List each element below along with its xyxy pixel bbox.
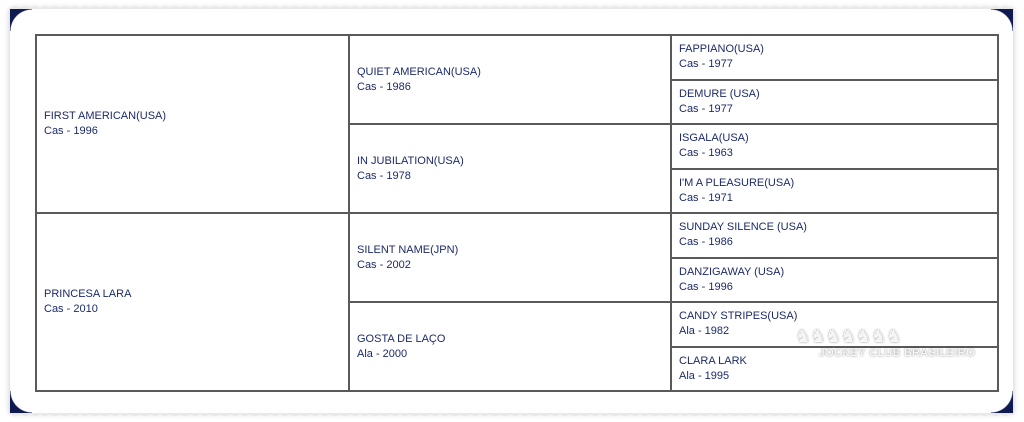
horse-info: Cas - 1977 bbox=[679, 58, 733, 71]
horse-info: Ala - 1982 bbox=[679, 325, 730, 338]
horse-name: DEMURE (USA) bbox=[679, 87, 760, 100]
horse-info: Cas - 1978 bbox=[357, 169, 411, 182]
frame-corner-bottom-right bbox=[991, 391, 1013, 413]
maternal-grandsire-cell bbox=[349, 213, 671, 302]
horse-name: IN JUBILATION(USA) bbox=[357, 154, 464, 167]
horse-info: Cas - 2010 bbox=[44, 303, 98, 315]
horse-info: Cas - 1986 bbox=[679, 236, 733, 249]
ancestor-cell bbox=[671, 124, 998, 169]
sire-cell bbox=[36, 35, 349, 213]
horse-name: FAPPIANO(USA) bbox=[679, 43, 764, 56]
ancestor-cell bbox=[671, 169, 998, 214]
horse-name: QUIET AMERICAN(USA) bbox=[357, 65, 481, 78]
horse-info: Cas - 1996 bbox=[44, 125, 98, 137]
horse-name: CLARA LARK bbox=[679, 354, 747, 367]
horse-info: Cas - 1971 bbox=[679, 191, 733, 204]
horse-name: FIRST AMERICAN(USA) bbox=[44, 110, 167, 122]
pedigree-table bbox=[35, 34, 999, 392]
frame-corner-top-left bbox=[10, 9, 32, 31]
maternal-granddam-cell bbox=[349, 302, 671, 391]
dam-cell bbox=[36, 213, 349, 391]
horse-name: SUNDAY SILENCE (USA) bbox=[679, 221, 807, 234]
horse-name: PRINCESA LARA bbox=[44, 288, 132, 300]
frame-corner-bottom-left bbox=[10, 391, 32, 413]
racing-horses-icon: ♞♞♞♞♞♞♞ bbox=[795, 326, 901, 347]
horse-info: Cas - 2002 bbox=[357, 258, 411, 271]
ancestor-cell bbox=[671, 302, 998, 347]
horse-info: Cas - 1996 bbox=[679, 280, 733, 293]
ancestor-cell bbox=[671, 258, 998, 303]
horse-name: I'M A PLEASURE(USA) bbox=[679, 176, 795, 189]
frame-corner-top-right bbox=[991, 9, 1013, 31]
ancestor-cell bbox=[671, 347, 998, 392]
horse-name: ISGALA(USA) bbox=[679, 132, 749, 145]
table-row bbox=[36, 213, 998, 258]
horse-info: Ala - 1995 bbox=[679, 369, 730, 382]
horse-info: Cas - 1986 bbox=[357, 80, 411, 93]
paternal-grandsire-cell bbox=[349, 35, 671, 124]
ancestor-cell bbox=[671, 35, 998, 80]
horse-name: SILENT NAME(JPN) bbox=[357, 243, 459, 256]
watermark-text: JOCKEY CLUB BRASILEIRO bbox=[819, 347, 976, 359]
ancestor-cell bbox=[671, 213, 998, 258]
ancestor-cell bbox=[671, 80, 998, 125]
horse-info: Cas - 1963 bbox=[679, 147, 733, 160]
horse-info: Ala - 2000 bbox=[357, 347, 408, 360]
horse-info: Cas - 1977 bbox=[679, 102, 733, 115]
horse-name: DANZIGAWAY (USA) bbox=[679, 265, 785, 278]
horse-name: CANDY STRIPES(USA) bbox=[679, 310, 798, 323]
paternal-granddam-cell bbox=[349, 124, 671, 213]
horse-name: GOSTA DE LAÇO bbox=[357, 332, 446, 345]
table-row bbox=[36, 35, 998, 80]
